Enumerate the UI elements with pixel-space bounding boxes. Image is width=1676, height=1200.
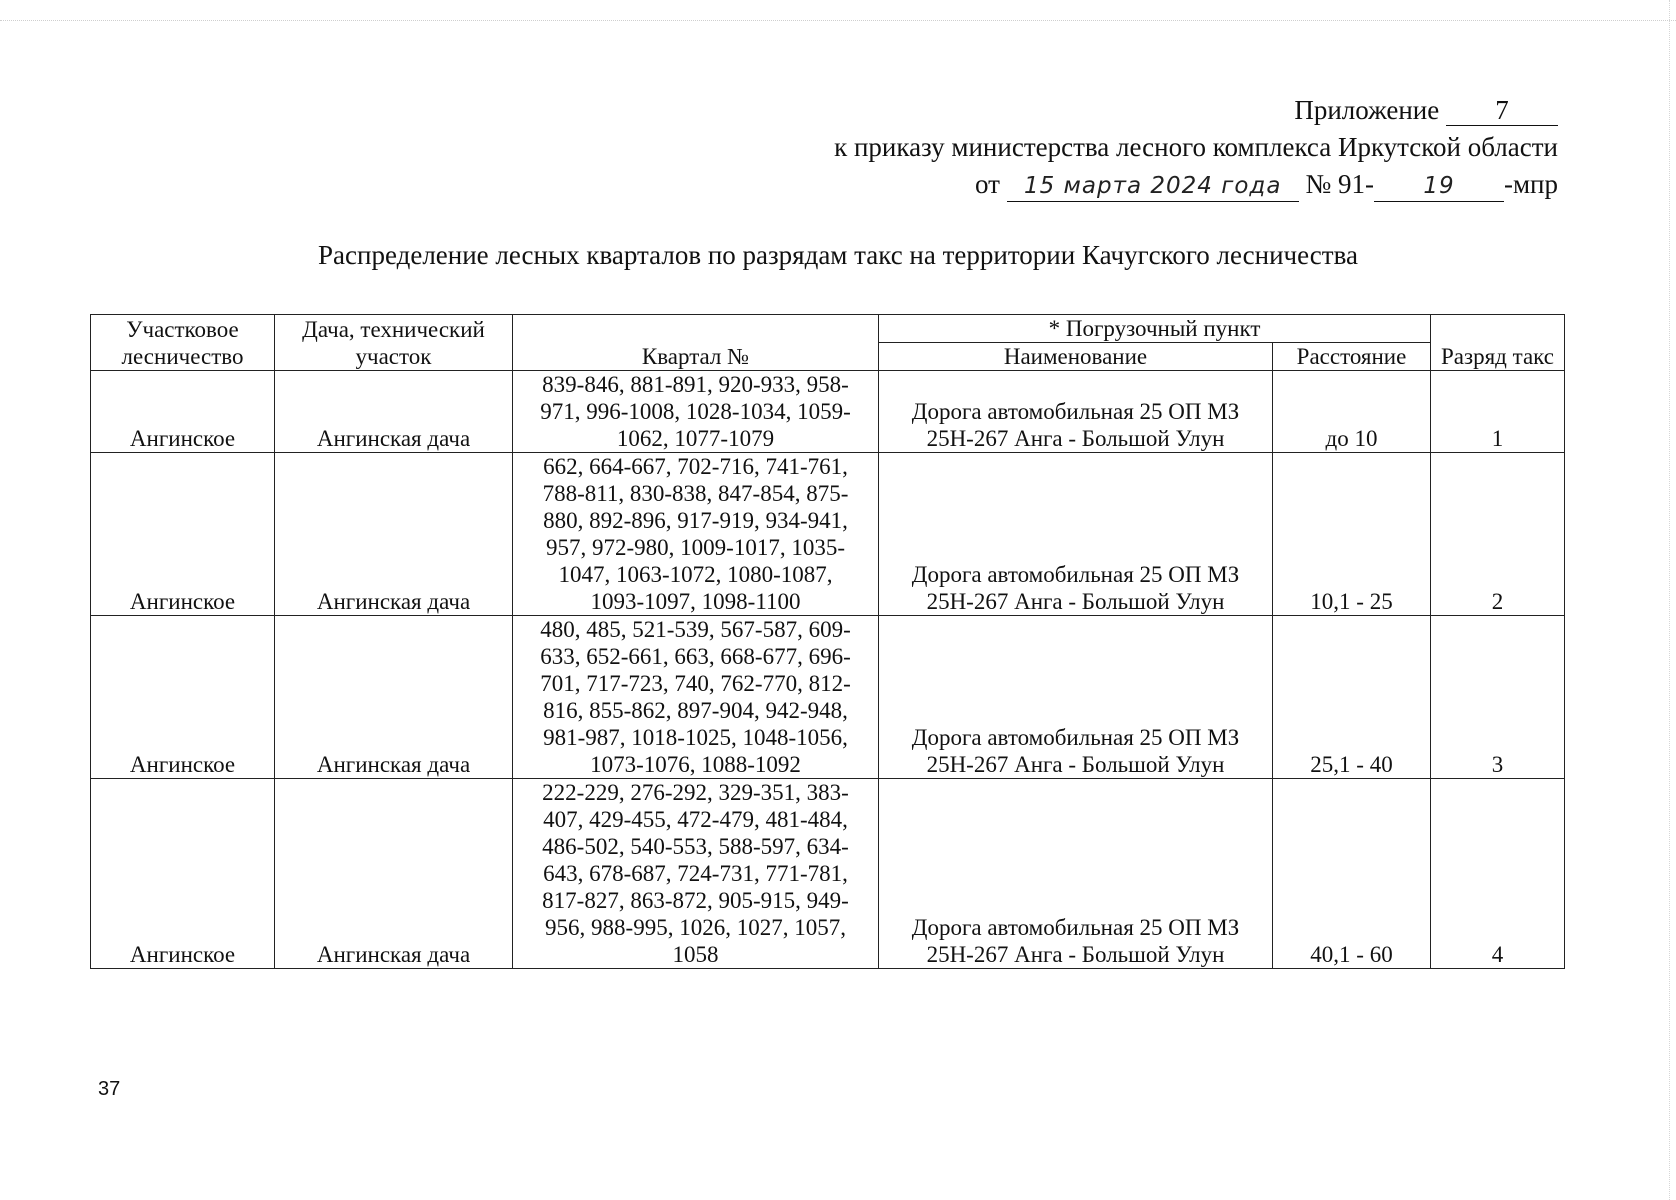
quarters-cell: 839-846, 881-891, 920-933, 958-971, 996-1008, 1028-1034, 1059-1062, 1077-1079 [513,371,879,453]
quarters-cell: 480, 485, 521-539, 567-587, 609-633, 652-661, 663, 668-677, 696-701, 717-723, 740, 762-770, 812-816, 855-862, 897-904, 942-948, 981-987, 1018-1025, 1048-1056, 1073-1076, 1088-1092 [513,616,879,779]
table-row [91,616,1565,779]
tax-rank-cell: 2 [1431,453,1565,616]
quarters-cell: 222-229, 276-292, 329-351, 383-407, 429-455, 472-479, 481-484, 486-502, 540-553, 588-597, 634-643, 678-687, 724-731, 771-781, 817-827, 863-872, 905-915, 949-956, 988-995, 1026, 1027, 1057, 1058 [513,779,879,969]
header-name: Наименование [879,343,1273,371]
quarters-cell: 662, 664-667, 702-716, 741-761, 788-811, 830-838, 847-854, 875-880, 892-896, 917-919, 934-941, 957, 972-980, 1009-1017, 1035-1047, 1063-1072, 1080-1087, 1093-1097, 1098-1100 [513,453,879,616]
loading-point-name-cell: Дорога автомобильная 25 ОП МЗ 25Н-267 Анга - Большой Улун [879,616,1273,779]
header-dacha: Дача, технический участок [275,315,513,371]
dacha-cell: Ангинская дача [275,616,513,779]
loading-point-name-cell: Дорога автомобильная 25 ОП МЗ 25Н-267 Анга - Большой Улун [879,453,1273,616]
number-suffix: -мпр [1503,169,1558,199]
loading-point-name-cell: Дорога автомобильная 25 ОП МЗ 25Н-267 Анга - Большой Улун [879,371,1273,453]
district-cell: Ангинское [91,779,275,969]
appendix-number: 7 [1446,95,1558,126]
distance-cell: до 10 [1273,371,1431,453]
appendix-header [834,92,1558,203]
loading-point-name-cell: Дорога автомобильная 25 ОП МЗ 25Н-267 Анга - Большой Улун [879,779,1273,969]
tax-distribution-table [90,314,1565,969]
header-quarter: Квартал № [513,315,879,371]
district-cell: Ангинское [91,371,275,453]
scan-artifact-edge [1669,0,1670,1200]
tax-rank-cell: 4 [1431,779,1565,969]
date-prefix: от [975,169,1000,199]
distance-cell: 40,1 - 60 [1273,779,1431,969]
appendix-label: Приложение [1294,95,1440,125]
district-cell: Ангинское [91,616,275,779]
header-loading-point: * Погрузочный пункт [879,315,1431,343]
header-tax-rank: Разряд такс [1431,315,1565,371]
dacha-cell: Ангинская дача [275,371,513,453]
number-prefix: № 91- [1305,169,1374,199]
table-row [91,371,1565,453]
scan-artifact-line [0,20,1676,21]
distance-cell: 10,1 - 25 [1273,453,1431,616]
page-number: 37 [98,1078,121,1100]
appendix-line [834,92,1558,129]
table-body [91,371,1565,969]
header-district: Участковое лесничество [91,315,275,371]
tax-rank-cell: 1 [1431,371,1565,453]
dacha-cell: Ангинская дача [275,779,513,969]
distance-cell: 25,1 - 40 [1273,616,1431,779]
order-line: к приказу министерства лесного комплекса Иркутской области [834,132,1558,162]
table-row [91,453,1565,616]
district-cell: Ангинское [91,453,275,616]
order-date-number-line [834,166,1558,203]
dacha-cell: Ангинская дача [275,453,513,616]
tax-rank-cell: 3 [1431,616,1565,779]
table-header [91,315,1565,371]
header-distance: Расстояние [1273,343,1431,371]
table-row [91,779,1565,969]
handwritten-number: 19 [1374,171,1504,202]
document-title: Распределение лесных кварталов по разрядам такс на территории Качугского лесничества [318,240,1358,270]
handwritten-date: 15 марта 2024 года [1007,171,1299,202]
